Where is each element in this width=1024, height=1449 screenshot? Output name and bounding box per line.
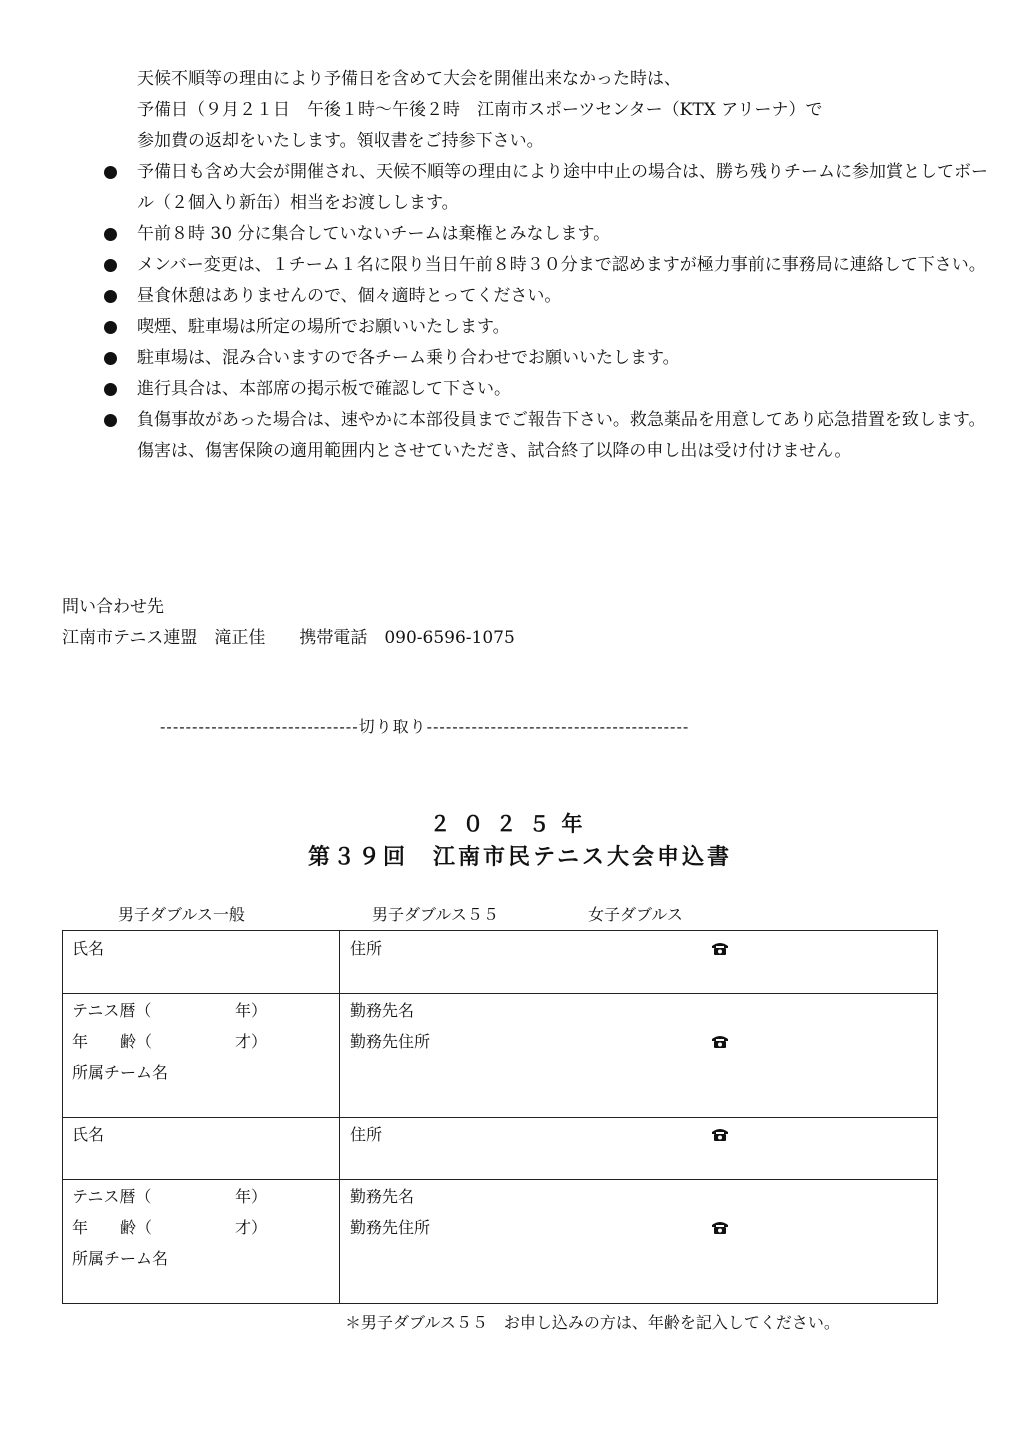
bullet-icon	[104, 321, 117, 334]
contact-line	[62, 623, 515, 654]
list-item	[100, 405, 990, 467]
bullet-icon	[104, 228, 117, 241]
form-title: 第３９回 江南市民テニス大会申込書	[307, 845, 733, 870]
list-item	[100, 219, 990, 250]
list-item	[100, 374, 990, 405]
contact-name: 滝正佳	[214, 628, 266, 648]
age-label-2: 年 齢（	[72, 1218, 153, 1237]
list-item-text: 昼食休憩はありませんので、個々適時とってください。	[137, 286, 562, 306]
telephone-icon	[711, 1219, 729, 1235]
bullet-icon	[104, 414, 117, 427]
list-item	[100, 250, 990, 281]
intro-line: 天候不順等の理由により予備日を含めて大会を開催出来なかった時は、	[137, 69, 681, 89]
list-item	[100, 281, 990, 312]
intro-line: 参加費の返却をいたします。領収書をご持参下さい。	[137, 131, 544, 151]
list-item-text: 喫煙、駐車場は所定の場所でお願いいたします。	[137, 317, 510, 337]
list-item-text: メンバー変更は、１チーム１名に限り当日午前８時３０分まで認めますが極力事前に事務局に連絡して下さい。	[137, 255, 986, 275]
address-field-1[interactable]: 住所	[350, 939, 383, 958]
category-women[interactable]: 女子ダブルス	[588, 905, 683, 924]
list-item-text: 負傷事故があった場合は、速やかに本部役員までご報告下さい。救急薬品を用意してあり応急措置を致します。傷害は、傷害保険の適用範囲内とさせていただき、試合終了以降の申し出は受け付けません。	[137, 410, 986, 461]
intro-paragraph	[137, 64, 997, 157]
bullet-icon	[104, 259, 117, 272]
address-field-2[interactable]: 住所	[350, 1125, 383, 1144]
form-year: ２０２５年	[429, 812, 595, 836]
work-name-field-2[interactable]: 勤務先名	[350, 1187, 415, 1206]
list-item-text: 予備日も含め大会が開催され、天候不順等の理由により途中中止の場合は、勝ち残りチームに参加賞としてボール（２個入り新缶）相当をお渡しします。	[137, 162, 989, 213]
history-unit-1: 年）	[235, 1001, 268, 1020]
category-men-general[interactable]: 男子ダブルス一般	[118, 905, 245, 924]
cut-line-dashes-right: -----------------------------------------	[426, 717, 690, 736]
cut-line	[160, 714, 880, 740]
team-field-2[interactable]: 所属チーム名	[72, 1249, 169, 1268]
work-name-field-1[interactable]: 勤務先名	[350, 1001, 415, 1020]
history-unit-2: 年）	[235, 1187, 268, 1206]
contact-heading: 問い合わせ先	[62, 597, 164, 617]
bullet-icon	[104, 290, 117, 303]
application-form	[62, 930, 938, 1304]
list-item	[100, 312, 990, 343]
name-field-2[interactable]: 氏名	[72, 1125, 105, 1144]
age-label-1: 年 齢（	[72, 1032, 153, 1051]
rules-list	[100, 157, 990, 467]
telephone-icon	[711, 1126, 729, 1142]
form-divider	[63, 1179, 937, 1180]
contact-org: 江南市テニス連盟	[62, 628, 198, 648]
contact-phone-label: 携帯電話	[299, 628, 368, 648]
form-divider	[63, 993, 937, 994]
category-row	[0, 902, 1024, 928]
intro-line: 予備日（９月２１日 午後１時～午後２時 江南市スポーツセンター（KTX アリーナ）で	[137, 100, 823, 120]
telephone-icon	[711, 940, 729, 956]
form-divider	[63, 1117, 937, 1118]
age-note: ＊男子ダブルス５５ お申し込みの方は、年齢を記入してください。	[345, 1313, 840, 1332]
contact-phone: 090-6596-1075	[384, 628, 515, 648]
team-field-1[interactable]: 所属チーム名	[72, 1063, 169, 1082]
bullet-icon	[104, 166, 117, 179]
list-item-text: 駐車場は、混み合いますので各チーム乗り合わせでお願いいたします。	[137, 348, 680, 368]
name-field-1[interactable]: 氏名	[72, 939, 105, 958]
contact-block	[62, 592, 515, 654]
age-unit-2: 才）	[235, 1218, 268, 1237]
work-address-field-1[interactable]: 勤務先住所	[350, 1032, 431, 1051]
cut-line-dashes-left: -------------------------------	[160, 717, 359, 736]
cut-line-label: 切り取り	[358, 717, 427, 736]
history-label-2: テニス暦（	[72, 1187, 152, 1206]
history-label-1: テニス暦（	[72, 1001, 152, 1020]
telephone-icon	[711, 1033, 729, 1049]
category-men-55[interactable]: 男子ダブルス５５	[372, 905, 499, 924]
list-item-text: 進行具合は、本部席の掲示板で確認して下さい。	[137, 379, 511, 399]
list-item	[100, 343, 990, 374]
bullet-icon	[104, 383, 117, 396]
bullet-icon	[104, 352, 117, 365]
list-item-text: 午前８時 30 分に集合していないチームは棄権とみなします。	[137, 224, 611, 244]
work-address-field-2[interactable]: 勤務先住所	[350, 1218, 431, 1237]
list-item	[100, 157, 990, 219]
age-unit-1: 才）	[235, 1032, 268, 1051]
